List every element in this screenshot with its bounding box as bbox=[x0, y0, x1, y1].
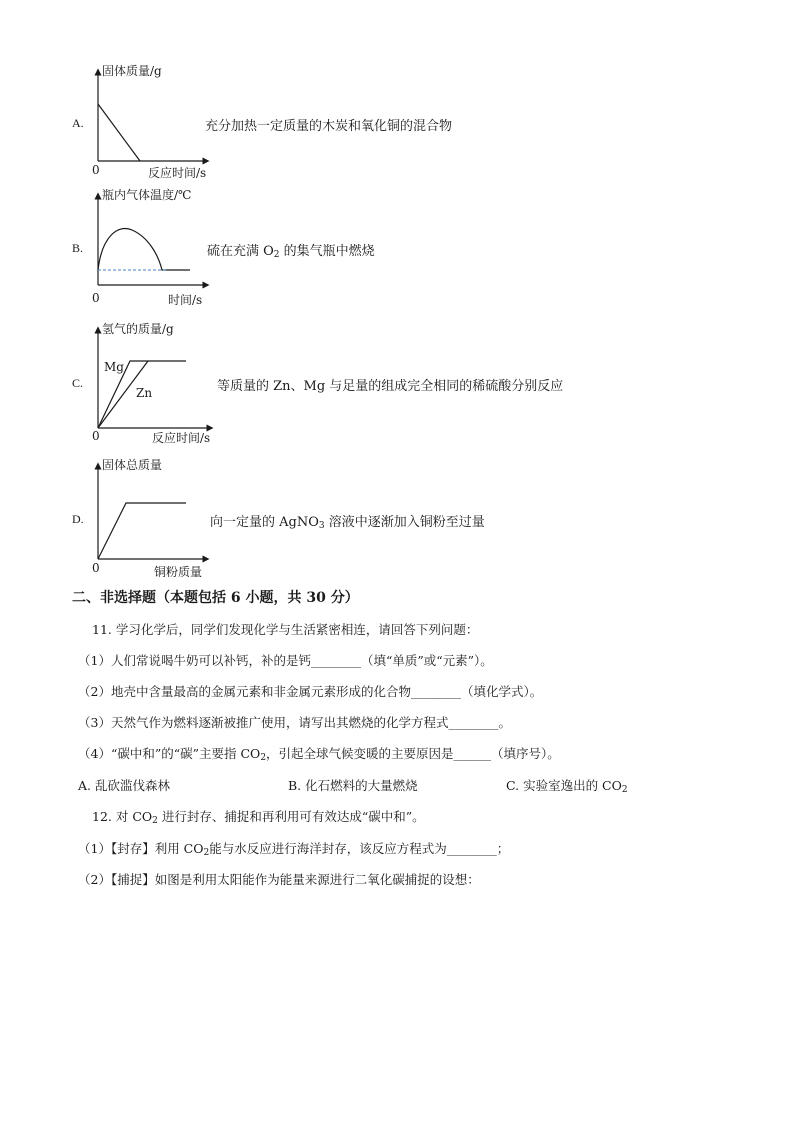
solid-mass-line bbox=[98, 503, 186, 559]
q11-choice-a: A. 乱砍滥伐森林 bbox=[78, 778, 170, 793]
zn-series-label: Zn bbox=[136, 386, 153, 400]
q11-choice-b: B. 化石燃料的大量燃烧 bbox=[288, 778, 418, 793]
q11-part1: （1）人们常说喝牛奶可以补钙，补的是钙________（填“单质”或“元素”）。 bbox=[78, 653, 493, 668]
y-axis-label: 固体总质量 bbox=[102, 458, 163, 472]
option-b-letter: B. bbox=[72, 241, 84, 255]
x-axis-label: 铜粉质量 bbox=[154, 565, 203, 579]
mg-series-label: Mg bbox=[104, 360, 124, 374]
origin-label: 0 bbox=[92, 291, 100, 305]
option-c-letter: C. bbox=[72, 376, 84, 390]
q12-part1: （1）【封存】利用 $CO_2$能与水反应进行海洋封存，该反应方程式为________； bbox=[78, 841, 510, 858]
option-a-letter: A. bbox=[72, 116, 84, 130]
option-d-description: 向一定量的 AgNO$_3$ 溶液中逐渐加入铜粉至过量 bbox=[210, 515, 485, 531]
option-d-letter: D. bbox=[72, 512, 84, 526]
temperature-curve bbox=[98, 229, 190, 270]
q11-stem: 11. 学习化学后，同学们发现化学与生活紧密相连，请回答下列问题： bbox=[92, 622, 479, 637]
y-axis-label: 固体质量/g bbox=[102, 64, 162, 78]
q11-part2: （2）地壳中含量最高的金属元素和非金属元素形成的化合物________（填化学式）。 bbox=[78, 684, 543, 699]
x-axis-label: 时间/s bbox=[168, 293, 203, 307]
q12-stem: 12. 对 $CO_2$ 进行封存、捕捉和再利用可有效达成“碳中和”。 bbox=[92, 809, 425, 826]
origin-label: 0 bbox=[92, 429, 100, 443]
y-axis-label: 瓶内气体温度/℃ bbox=[102, 188, 192, 202]
option-c-description: 等质量的 Zn、Mg 与足量的组成完全相同的稀硫酸分别反应 bbox=[217, 379, 564, 394]
option-a-description: 充分加热一定质量的木炭和氧化铜的混合物 bbox=[205, 119, 453, 134]
option-b-graph bbox=[90, 184, 220, 309]
origin-label: 0 bbox=[92, 163, 100, 177]
mass-line bbox=[98, 104, 140, 161]
option-a-graph bbox=[90, 60, 220, 185]
x-axis-label: 反应时间/s bbox=[148, 166, 207, 180]
y-axis-label: 氢气的质量/g bbox=[102, 322, 174, 336]
q12-part2: （2）【捕捉】如图是利用太阳能作为能量来源进行二氧化碳捕捉的设想： bbox=[78, 872, 480, 887]
q11-part4: （4）“碳中和”的“碳”主要指 $CO_2$，引起全球气候变暖的主要原因是______（填序号）。 bbox=[78, 746, 560, 763]
x-axis-label: 反应时间/s bbox=[152, 431, 211, 445]
option-d-graph bbox=[90, 454, 220, 579]
q11-part3: （3）天然气作为燃料逐渐被推广使用，请写出其燃烧的化学方程式________。 bbox=[78, 715, 511, 730]
section-title: 二、非选择题（本题包括 6 小题，共 30 分） bbox=[72, 590, 359, 606]
option-b-description: 硫在充满 $O_2$ 的集气瓶中燃烧 bbox=[207, 244, 375, 260]
origin-label: 0 bbox=[92, 561, 100, 575]
q11-choice-c: C. 实验室逸出的 $CO_2$ bbox=[506, 778, 628, 795]
option-c-graph bbox=[90, 318, 225, 448]
